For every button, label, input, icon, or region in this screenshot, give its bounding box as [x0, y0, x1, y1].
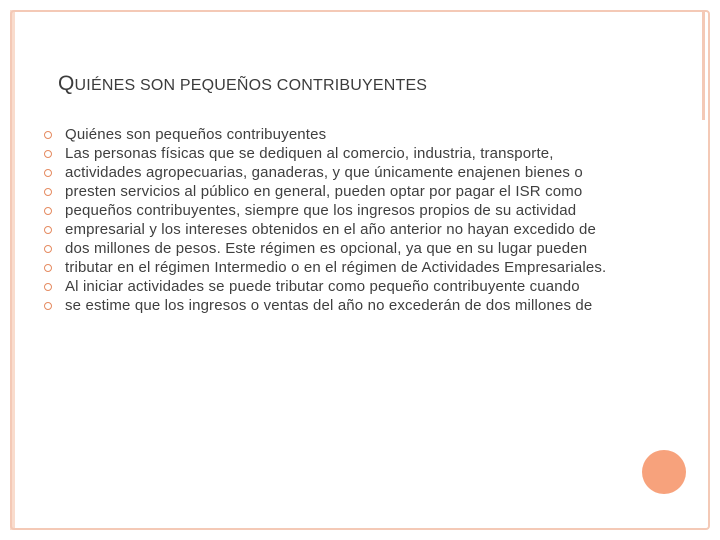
bullet-item: [44, 222, 614, 239]
bullet-item: [44, 260, 614, 277]
bullet-item: [44, 203, 614, 220]
right-accent-strip: [702, 10, 705, 120]
bullet-item: [44, 279, 614, 296]
bullet-icon: [44, 131, 52, 139]
bullet-text: pequeños contribuyentes, siempre que los ingresos propios de su actividad: [65, 202, 577, 219]
bullet-text: Quiénes son pequeños contribuyentes: [65, 126, 327, 143]
bullet-icon: [44, 264, 52, 272]
bullet-icon: [44, 169, 52, 177]
bullet-icon: [44, 302, 52, 310]
bullet-icon: [44, 283, 52, 291]
bullet-text: presten servicios al público en general, pueden optar por pagar el ISR como: [65, 183, 583, 200]
bullet-icon: [44, 226, 52, 234]
bullet-item: [44, 146, 614, 163]
bullet-item: [44, 127, 614, 144]
decorative-orb: [642, 450, 686, 494]
title-rest: UIÉNES SON PEQUEÑOS CONTRIBUYENTES: [74, 77, 428, 94]
bullet-text: Al iniciar actividades se puede tributar como pequeño contribuyente cuando: [65, 278, 580, 295]
bullet-icon: [44, 245, 52, 253]
bullet-text: dos millones de pesos. Este régimen es opcional, ya que en su lugar pueden: [65, 240, 588, 257]
bullet-item: [44, 241, 614, 258]
bullet-icon: [44, 150, 52, 158]
bullet-text: actividades agropecuarias, ganaderas, y que únicamente enajenen bienes o: [65, 164, 583, 181]
bullet-icon: [44, 188, 52, 196]
bullet-text: tributar en el régimen Intermedio o en el régimen de Actividades Empresariales.: [65, 259, 607, 276]
bullet-item: [44, 298, 614, 315]
bullet-text: Las personas físicas que se dediquen al comercio, industria, transporte,: [65, 145, 554, 162]
bullet-item: [44, 184, 614, 201]
bullet-icon: [44, 207, 52, 215]
title-initial: Q: [58, 72, 75, 95]
bullet-list: [44, 127, 614, 317]
slide-title: [58, 72, 427, 96]
bullet-text: se estime que los ingresos o ventas del año no excederán de dos millones de: [65, 297, 593, 314]
bullet-text: empresarial y los intereses obtenidos en el año anterior no hayan excedido de: [65, 221, 597, 238]
bullet-item: [44, 165, 614, 182]
